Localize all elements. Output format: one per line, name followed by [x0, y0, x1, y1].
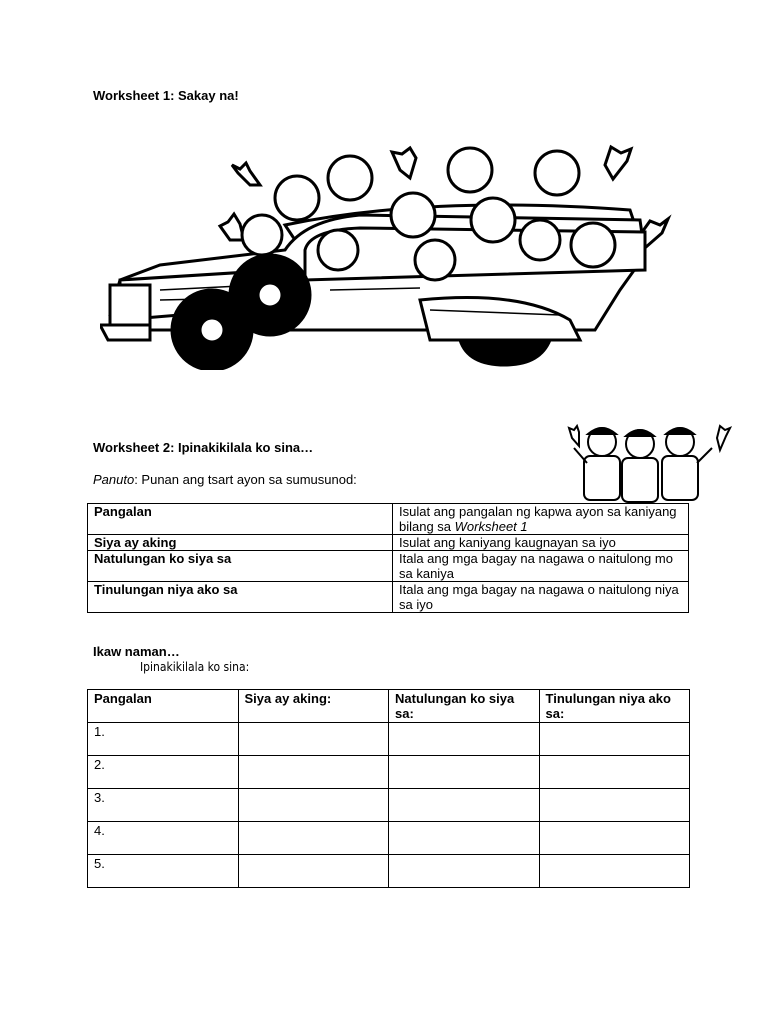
answer-cell[interactable] — [389, 723, 540, 756]
answer-cell[interactable] — [238, 756, 389, 789]
ikaw-naman-subtitle: Ipinakikilala ko sina: — [140, 660, 250, 674]
guide-table — [87, 503, 689, 613]
row-number: 4. — [88, 822, 239, 855]
answer-cell[interactable] — [539, 789, 690, 822]
answer-cell[interactable] — [238, 855, 389, 888]
guide-description: Isulat ang pangalan ng kapwa ayon sa kaniyang bilang sa Worksheet 1 — [393, 504, 689, 535]
guide-label: Pangalan — [88, 504, 393, 535]
column-header: Natulungan ko siya sa: — [389, 690, 540, 723]
answer-cell[interactable] — [389, 789, 540, 822]
ikaw-naman-title: Ikaw naman… — [93, 644, 180, 659]
column-header: Siya ay aking: — [238, 690, 389, 723]
guide-label: Natulungan ko siya sa — [88, 551, 393, 582]
row-number: 5. — [88, 855, 239, 888]
panuto-instruction — [93, 472, 357, 487]
table-header-row — [88, 690, 690, 723]
answer-table — [87, 689, 690, 888]
answer-cell[interactable] — [238, 822, 389, 855]
answer-cell[interactable] — [539, 855, 690, 888]
guide-description: Isulat ang kaniyang kaugnayan sa iyo — [393, 535, 689, 551]
guide-label: Tinulungan niya ako sa — [88, 582, 393, 613]
worksheet1-title: Worksheet 1: Sakay na! — [93, 88, 239, 103]
table-row — [88, 582, 689, 613]
guide-description: Itala ang mga bagay na nagawa o naitulong niya sa iyo — [393, 582, 689, 613]
answer-cell[interactable] — [389, 822, 540, 855]
answer-cell[interactable] — [238, 723, 389, 756]
jeepney-illustration — [100, 140, 675, 370]
answer-cell[interactable] — [389, 756, 540, 789]
answer-cell[interactable] — [539, 756, 690, 789]
table-row — [88, 551, 689, 582]
answer-cell[interactable] — [389, 855, 540, 888]
panuto-label: Panuto — [93, 472, 135, 487]
row-number: 1. — [88, 723, 239, 756]
row-number: 3. — [88, 789, 239, 822]
guide-label: Siya ay aking — [88, 535, 393, 551]
row-number: 2. — [88, 756, 239, 789]
column-header: Pangalan — [88, 690, 239, 723]
table-row — [88, 855, 690, 888]
table-row — [88, 504, 689, 535]
worksheet2-title: Worksheet 2: Ipinakikilala ko sina… — [93, 440, 314, 455]
answer-cell[interactable] — [539, 723, 690, 756]
answer-cell[interactable] — [238, 789, 389, 822]
waving-children-illustration — [562, 418, 732, 504]
table-row — [88, 822, 690, 855]
table-row — [88, 723, 690, 756]
column-header: Tinulungan niya ako sa: — [539, 690, 690, 723]
table-row — [88, 756, 690, 789]
guide-description: Itala ang mga bagay na nagawa o naitulong mo sa kaniya — [393, 551, 689, 582]
table-row — [88, 789, 690, 822]
table-row — [88, 535, 689, 551]
panuto-text: : Punan ang tsart ayon sa sumusunod: — [134, 472, 357, 487]
answer-cell[interactable] — [539, 822, 690, 855]
